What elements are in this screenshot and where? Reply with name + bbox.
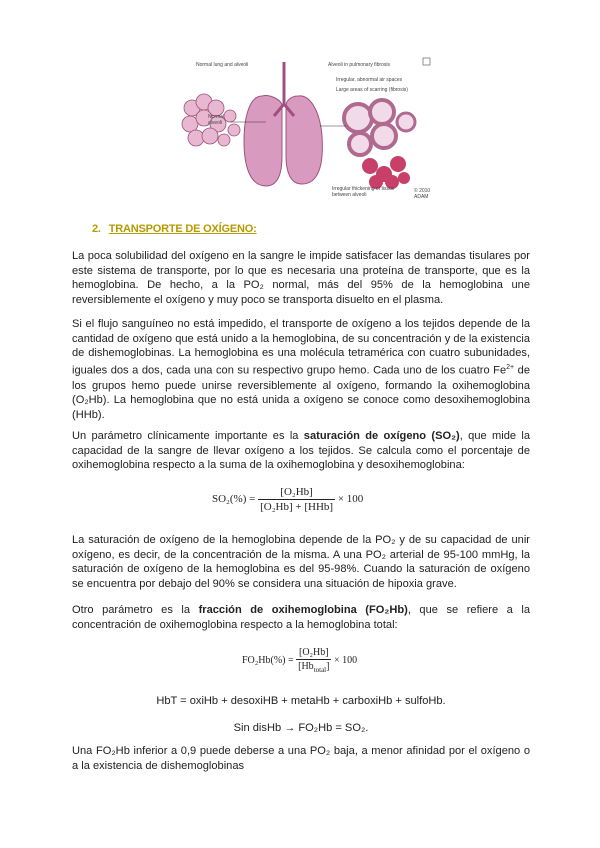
so2-term: saturación de oxígeno (SO₂) <box>303 430 460 442</box>
paragraph-3-text-b: , que mide la capacidad de la sangre de llevar oxígeno a los tejidos. Se calcula como el porcentaje de oxihemoglobina respecto a la suma de la oxihemoglobina y desoxihemoglobina: <box>72 430 531 472</box>
formula1-lhs: SO₂(%) = <box>212 493 256 506</box>
lung-alveoli-figure <box>170 56 438 208</box>
label-thickening: Irregular thickening of tissue between alveoli <box>332 186 395 198</box>
formula1-numerator: [O₂Hb] <box>258 486 335 500</box>
section-number: 2. <box>92 223 101 235</box>
hbt-equation: HbT = oxiHb + desoxiHB + metaHb + carboxiHb + sulfoHb. <box>156 695 446 707</box>
formula2-fraction <box>296 647 331 674</box>
paragraph-4: La saturación de oxígeno de la hemoglobina depende de la PO₂ y de su capacidad de unir oxígeno, es decir, de la concentración de la misma. A una PO₂ arterial de 95-100 mmHg, la saturación de oxígeno de la hemoglobina es del 95-98%. Cuando la saturación de oxígeno se encuentra por debajo del 90% se considera una situación de hipoxia grave. <box>72 534 530 591</box>
left-lung <box>244 96 282 186</box>
so2-formula <box>212 486 363 513</box>
section-heading <box>92 223 257 235</box>
label-copyright: © 2010 ADAM <box>414 188 431 200</box>
sin-dishb-equation: Sin disHb → FO₂Hb = SO₂. <box>233 722 369 734</box>
paragraph-2 <box>72 317 530 423</box>
paragraph-5 <box>72 603 530 632</box>
formula1-rhs: × 100 <box>337 493 364 506</box>
paragraph-5-text-a: Otro parámetro es la <box>72 604 199 616</box>
fibrosis-alveoli-cluster <box>344 100 415 189</box>
label-irregular-spaces: Irregular, abnormal air spaces <box>336 77 403 83</box>
formula2-lhs: FO₂Hb(%) = <box>242 654 294 666</box>
expand-icon[interactable] <box>423 58 430 65</box>
formula2-denominator: $[Hb_{total}]$ <box>298 661 330 674</box>
label-scarring: Large areas of scarring (fibrosis) <box>336 87 408 93</box>
paragraph-1: La poca solubilidad del oxígeno en la sangre le impide satisfacer las demandas tisulares por este sistema de transporte, por lo que es necesaria una proteína de transporte, que es la hemoglobina. De hecho, a la PO₂ normal, más del 95% de la hemoglobina une reversiblemente el oxígeno y muy poco se transporta disuelto en el plasma. <box>72 250 530 307</box>
formula1-denominator: [O₂Hb] + [HHb] <box>260 501 334 513</box>
paragraph-6: Una FO₂Hb inferior a 0,9 puede deberse a una PO₂ baja, a menor afinidad por el oxígeno o a la existencia de dishemoglobinas <box>72 745 530 772</box>
fo2hb-formula <box>242 647 357 674</box>
label-fibrosis: Alveoli in pulmonary fibrosis <box>328 62 390 68</box>
right-lung <box>286 96 322 184</box>
fe-charge: 2+ <box>506 364 515 372</box>
formula2-numerator: [O₂Hb] <box>296 647 331 660</box>
paragraph-2-text-a: Si el flujo sanguíneo no está impedido, el transporte de oxígeno a los tejidos depende de la cantidad de oxígeno que está unido a la hemoglobina, de su concentración y de la existencia de dishemoglobinas. La hemoglobina es una molécula tetramérica con cuatro subunidades, iguales dos a dos, cada una con su respectivo grupo hemo. Cada uno de los cuatro Fe <box>72 318 530 377</box>
paragraph-3 <box>72 429 530 473</box>
paragraph-2-text-b: de los grupos hemo puede unirse reversiblemente al oxígeno, formando la oxihemoglobina (O₂Hb). La hemoglobina que no está unida a oxígeno se conoce como desoxihemoglobina (HHb). <box>72 364 531 421</box>
label-normal-alveoli: Normal alveoli <box>208 114 225 126</box>
label-normal-lung: Normal lung and alveoli <box>196 62 249 68</box>
paragraph-5-text-b: , que se refiere a la concentración de oxihemoglobina respecto a la hemoglobina total: <box>72 604 530 631</box>
paragraph-3-text-a: Un parámetro clínicamente importante es la <box>72 430 304 442</box>
formula2-rhs: × 100 <box>333 654 358 666</box>
section-title: TRANSPORTE DE OXÍGENO: <box>108 223 257 235</box>
fo2hb-term: fracción de oxihemoglobina (FO₂Hb) <box>198 604 408 616</box>
formula1-fraction <box>258 486 335 513</box>
